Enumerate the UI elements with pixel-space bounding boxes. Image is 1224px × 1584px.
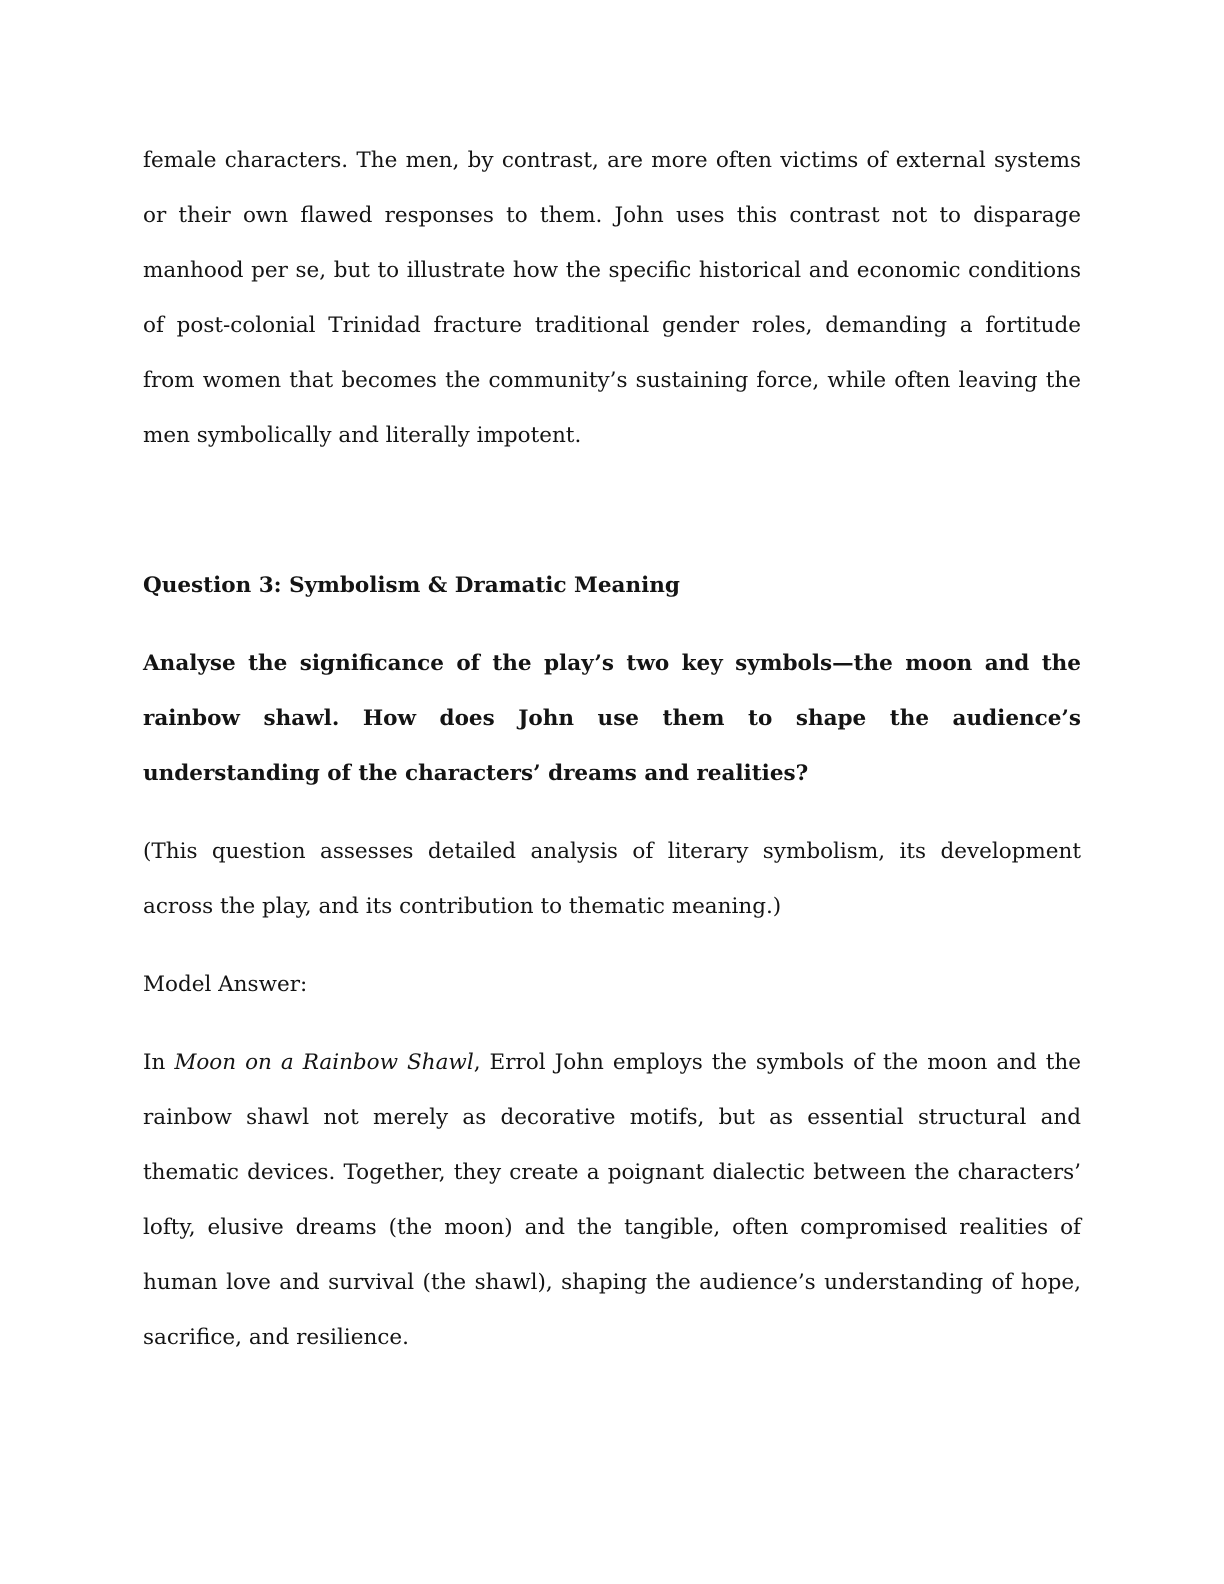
assessment-note: (This question assesses detailed analysis of literary symbolism, its development across the play, and its contribution to thematic meaning.) — [143, 839, 1081, 919]
answer-prefix-text: In — [143, 1050, 175, 1075]
play-title-italic: Moon on a Rainbow Shawl — [174, 1050, 474, 1075]
model-answer-label: Model Answer: — [143, 972, 308, 997]
body-paragraph-gender-contrast: female characters. The men, by contrast, are more often victims of external systems or their own flawed responses to them. John uses this contrast not to disparage manhood per se, but to illustrate how the specific historical and economic conditions of post-colonial Trinidad fracture traditional gender roles, demanding a fortitude from women that becomes the community’s sustaining force, while often leaving the men symbolically and literally impotent. — [143, 148, 1081, 448]
question-prompt-text: Analyse the significance of the play’s two key symbols—the moon and the rainbow shawl. How does John use them to shape the audience’s understanding of the characters’ dreams and realities? — [143, 651, 1081, 786]
page-content — [143, 133, 1081, 1388]
model-answer-intro-paragraph — [143, 1035, 1081, 1365]
answer-body-text: , Errol John employs the symbols of the moon and the rainbow shawl not merely as decorative motifs, but as essential structural and thematic devices. Together, they create a poignant dialectic between the characters’ lofty, elusive dreams (the moon) and the tangible, often compromised realities of human love and survival (the shawl), shaping the audience’s understanding of hope, sacrifice, and resilience. — [143, 1050, 1081, 1350]
section-heading-question-3: Question 3: Symbolism & Dramatic Meaning — [143, 573, 680, 598]
